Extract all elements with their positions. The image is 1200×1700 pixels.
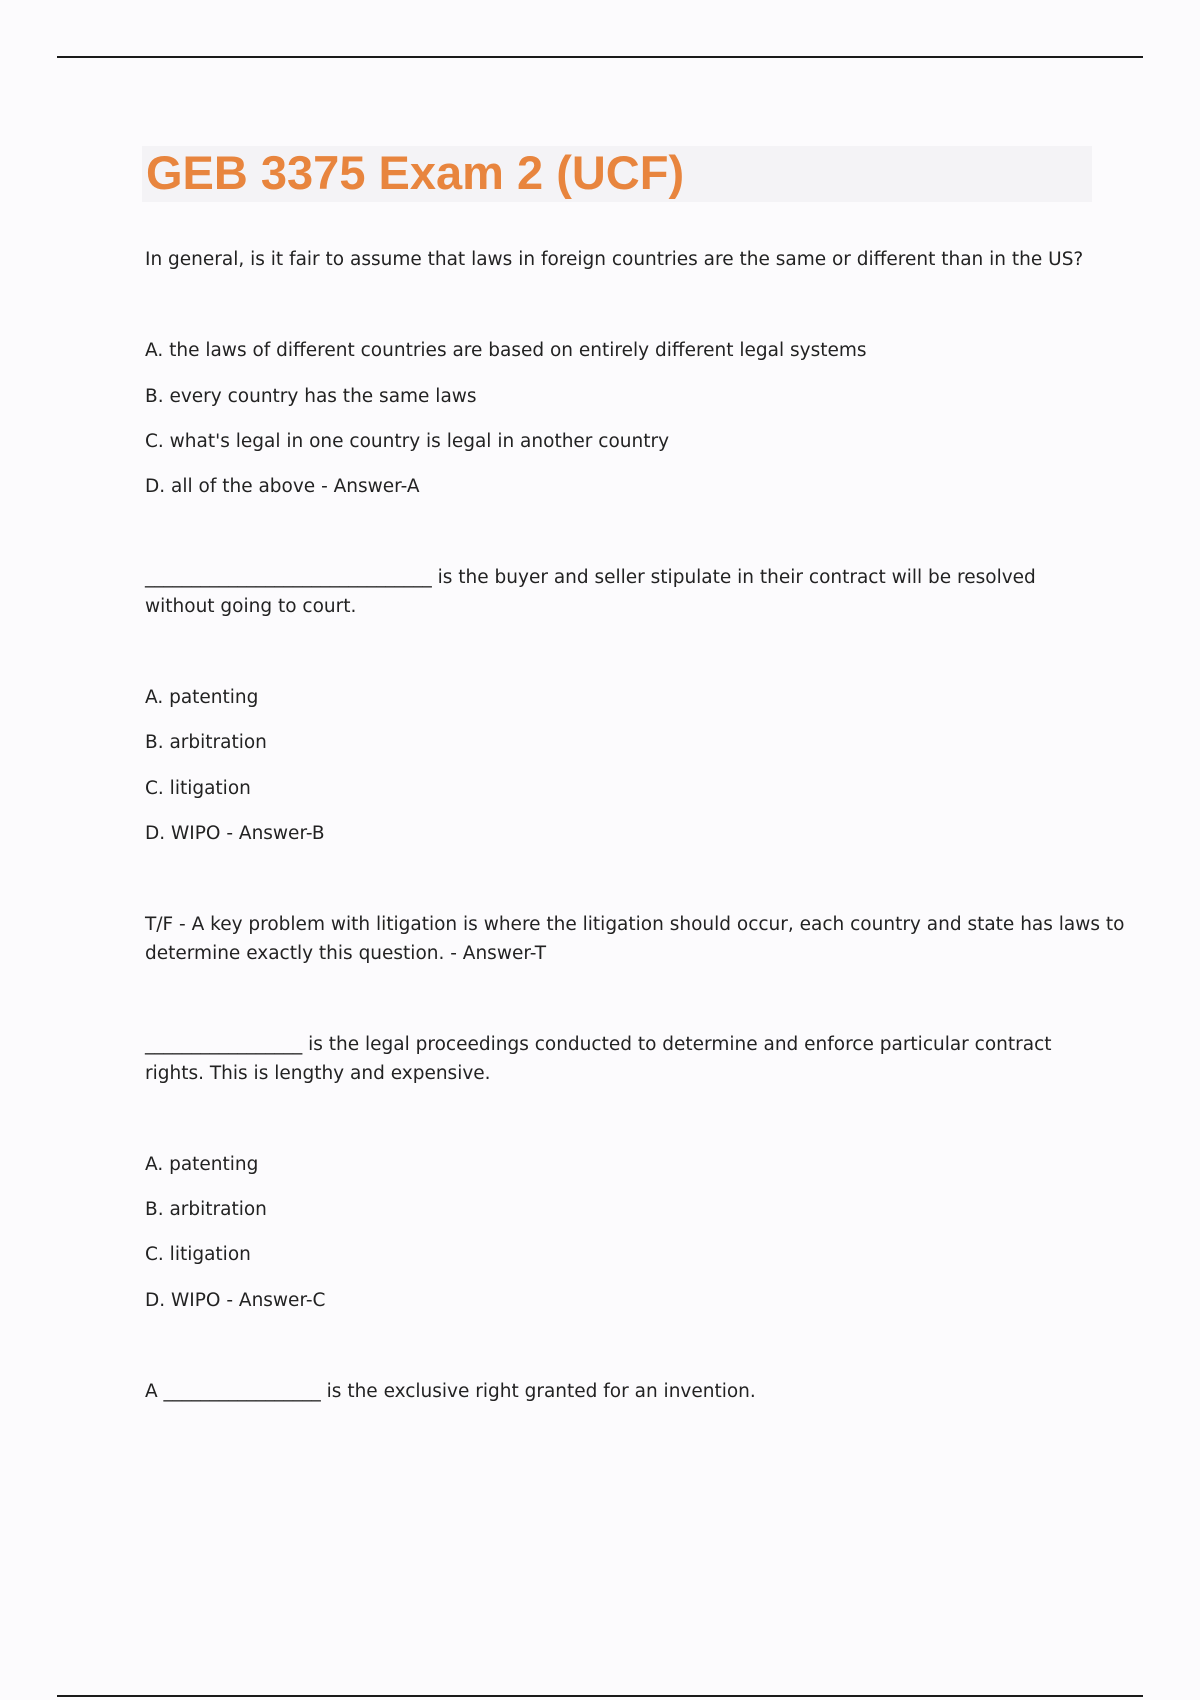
q1-option-a: A. the laws of different countries are based on entirely different legal systems [145,340,867,361]
q1-option-c: C. what's legal in one country is legal in another country [145,431,670,452]
q4-option-a: A. patenting [145,1154,259,1175]
document-title: GEB 3375 Exam 2 (UCF) [146,146,685,199]
q2-option-b: B. arbitration [145,732,267,753]
q4-question-line2: rights. This is lengthy and expensive. [145,1063,491,1084]
top-rule [57,56,1143,58]
q3-question-line1: T/F - A key problem with litigation is where the litigation should occur, each country and state has laws to [145,914,1125,935]
q1-option-d: D. all of the above - Answer-A [145,476,420,497]
q1-option-b: B. every country has the same laws [145,386,477,407]
q2-option-a: A. patenting [145,687,259,708]
q4-option-c: C. litigation [145,1244,251,1265]
q2-question-line2: without going to court. [145,596,357,617]
q1-question: In general, is it fair to assume that laws in foreign countries are the same or different than in the US? [145,249,1084,270]
q3-question-line2: determine exactly this question. - Answer-T [145,943,547,964]
q2-question-line1: _______________________________ is the buyer and seller stipulate in their contract will be resolved [145,567,1036,588]
q5-question: A _________________ is the exclusive right granted for an invention. [145,1381,756,1402]
q4-option-b: B. arbitration [145,1199,267,1220]
q2-option-d: D. WIPO - Answer-B [145,823,325,844]
q2-option-c: C. litigation [145,778,251,799]
bottom-rule [57,1695,1143,1697]
q4-option-d: D. WIPO - Answer-C [145,1290,326,1311]
q4-question-line1: _________________ is the legal proceedings conducted to determine and enforce particular contract [145,1034,1052,1055]
